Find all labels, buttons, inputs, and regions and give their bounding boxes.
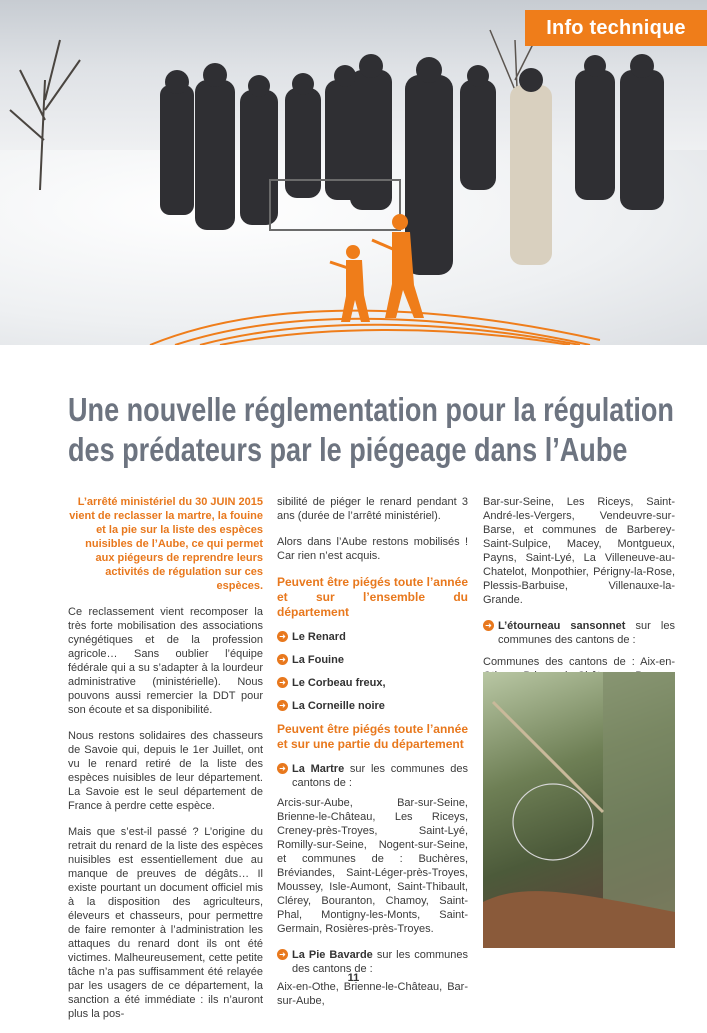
article-title: [68, 390, 674, 470]
species-name: Le Corbeau freux,: [292, 677, 386, 689]
arrow-icon: ➜: [277, 949, 288, 960]
swoosh-lines: [150, 311, 600, 345]
section-heading: Peuvent être piégés toute l’année et sur l’ensemble du département: [277, 575, 468, 619]
crowd-silhouettes: [160, 54, 664, 275]
column-2: [277, 495, 468, 1020]
species-item: [277, 676, 468, 690]
species-item: [483, 619, 675, 647]
species-name: La Fouine: [292, 654, 344, 666]
commune-list: Arcis-sur-Aube, Bar-sur-Seine, Brienne-le-Château, Les Riceys, Creney-près-Troyes, Saint-Lyé, Romilly-sur-Seine, Nogent-sur-Seine, et communes de : Buchères, Bréviandes, Saint-Léger-près-Troyes, Moussey, Isle-Aumont, Saint-Thibault, Clérey, Bouranton, Chamoy, Saint-Phal, Montigny-les-Monts, Saint-Germain, Rosières-près-Troyes.: [277, 797, 468, 935]
species-name: La Martre: [292, 763, 345, 775]
section-heading: Peuvent être piégés toute l’année et sur une partie du département: [277, 722, 468, 751]
species-intro: sur les communes des cantons de :: [292, 763, 468, 789]
hero-illustration: [0, 0, 707, 345]
species-name: L’étourneau sansonnet: [498, 620, 626, 632]
species-name: La Corneille noire: [292, 700, 385, 712]
arrow-icon: ➜: [483, 620, 494, 631]
paragraph: Ce reclassement vient recomposer la très forte mobilisation des associations cynégétiques et de la profession agricole… Sans oublier l’équipe fédérale qui a su s’adapter à la lourdeur administrative (ministérielle). Nous pouvons aussi remercier la DDT pour son écoute et sa disponibilité.: [68, 606, 263, 716]
title-line-1: Une nouvelle réglementation pour la régulation: [68, 391, 674, 428]
arrow-icon: ➜: [277, 700, 288, 711]
trap-photo: [483, 672, 675, 948]
arrow-icon: ➜: [277, 763, 288, 774]
commune-list: Aix-en-Othe, Brienne-le-Château, Bar-sur-Aube,: [277, 981, 468, 1007]
bare-tree-left: [10, 40, 80, 190]
paragraph: Mais que s’est-il passé ? L’origine du retrait du renard de la liste des espèces nuisibles est essentiellement due au manque de preuves de dégâts… Il existe pourtant un document officiel mis à la disposition des agriculteurs, éleveurs et chasseurs, pour permettre de faire remonter à l’administration les attaques du renard dont ils ont été victimes. Malheureusement, cette petite tâche n’a pas suffisamment été relayée par les usagers de ce département, la sanction a été immédiate : ils n’auront plus la pos-: [68, 826, 263, 1020]
species-item: [277, 653, 468, 667]
species-name: Le Renard: [292, 631, 346, 643]
page-number: 11: [347, 972, 360, 984]
article-lead: L’arrêté ministériel du 30 JUIN 2015 vient de reclasser la martre, la fouine et la pie sur la liste des espèces nuisibles de l’Aube, ce qui permet aux piégeurs de reprendre leurs activités de régulation sur ces espèces.: [69, 496, 263, 592]
paragraph: sibilité de piéger le renard pendant 3 ans (durée de l’arrêté ministériel).: [277, 496, 468, 522]
paragraph: Nous restons solidaires des chasseurs de Savoie qui, depuis le 1er Juillet, ont vu le renard retiré de la liste des espèces nuisibles de leur département. La Savoie est le seul département de France à perdre cette espèce.: [68, 730, 263, 812]
title-line-2: des prédateurs par le piégeage dans l’Aube: [68, 431, 628, 468]
hero-photo: [0, 0, 707, 345]
paragraph: Alors dans l’Aube restons mobilisés ! Car rien n’est acquis.: [277, 536, 468, 562]
species-item: [277, 699, 468, 713]
column-1: [68, 495, 263, 1033]
species-intro: sur les communes des cantons de :: [498, 620, 675, 646]
arrow-icon: ➜: [277, 654, 288, 665]
section-tag: Info technique: [525, 10, 707, 46]
species-item: [277, 630, 468, 644]
species-item: [277, 762, 468, 790]
paragraph: Bar-sur-Seine, Les Riceys, Saint-André-les-Vergers, Vendeuvre-sur-Barse, et communes de Barberey-Saint-Sulpice, Macey, Montgueux, Payns, Saint-Lyé, La Villeneuve-au-Chatelot, Monpothier, Périgny-la-Rose, Plessis-Barbuise, Villenauxe-la-Grande.: [483, 496, 675, 606]
arrow-icon: ➜: [277, 677, 288, 688]
paragraph: Communes des cantons de : Aix-en-: [483, 656, 675, 668]
trap-photo-illustration: [483, 672, 675, 948]
species-name: La Pie Bavarde: [292, 949, 373, 961]
arrow-icon: ➜: [277, 631, 288, 642]
species-intro: sur les communes des cantons de :: [292, 949, 469, 975]
